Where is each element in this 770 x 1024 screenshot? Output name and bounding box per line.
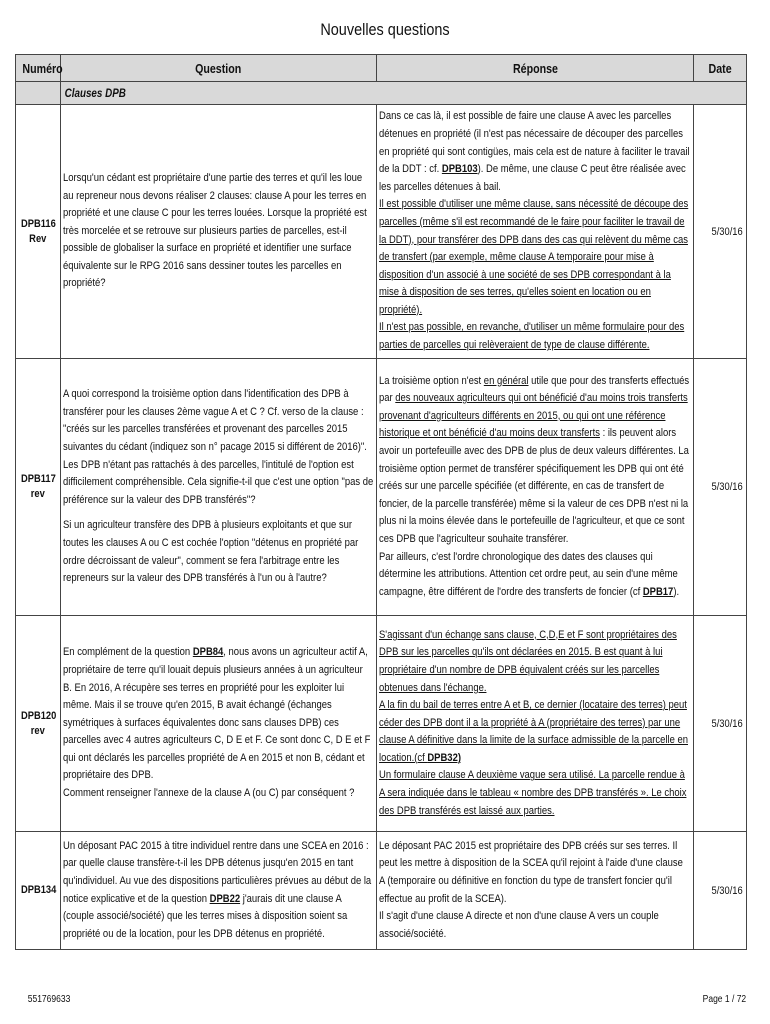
- row-date: 5/30/16: [694, 616, 747, 832]
- table-header-row: [16, 55, 747, 82]
- row-date: 5/30/16: [694, 832, 747, 950]
- ref-link[interactable]: DPB103: [442, 163, 479, 176]
- row-question: Un déposant PAC 2015 à titre individuel rentre dans une SCEA en 2016 : par quelle clause transfère-t-il les DPB détenus jusqu'en 2015 en tant qu'individuel. Au vue des dispositions particulières prévues au début de la notice explicative et de la question DPB22 j'aurais dit une clause A (couple associé/société) que les terres mises à disposition soient sa propriété ou de la location, pour les DPB détenus en propriété.: [60, 832, 377, 950]
- header-question: Question: [60, 55, 377, 82]
- header-date: Date: [694, 55, 747, 82]
- row-question: Lorsqu'un cédant est propriétaire d'une partie des terres et qu'il les loue au repreneur nous devons réaliser 2 clauses: clause A pour les terres en propriété et une clause C pour les terres louées. Lorsque la propriété est très morcelée et se retrouve sur plusieurs parties de parcelles, est-il possible de globaliser la surface en propriété et identifier une surface équivalente sur le RPG 2016 sans dessiner toutes les parcelles en propriété?: [60, 105, 377, 359]
- questions-table: [15, 54, 747, 950]
- row-date: 5/30/16: [694, 359, 747, 616]
- section-label: Clauses DPB: [64, 86, 126, 100]
- section-row: [16, 82, 747, 105]
- row-answer: S'agissant d'un échange sans clause, C,D,E et F sont propriétaires des DPB sur les parcelles qu'ils ont déclarées en 2015. B est quant à lui propriétaire d'un nombre de DPB équivalent créés sur les parcelles obtenues dans l'échange. A la fin du bail de terres entre A et B, ce dernier (locataire des terres) peut céder des DPB dont il a la propriété à A (propriétaire des terres) par une clause A définitive dans la limite de la surface admissible de la parcelle en location.(cf DPB32) Un formulaire clause A deuxième vague sera utilisé. La parcelle rendue à A sera indiquée dans le tableau « nombre des DPB transférés ». Le choix des DPB transférés est laissé aux parties.: [377, 616, 694, 832]
- row-answer: Le déposant PAC 2015 est propriétaire des DPB créés sur ses terres. Il peut les mettre à disposition de la SCEA qu'il rejoint à l'aide d'une clause A (temporaire ou définitive en fonction du type de transfert foncier qu'il effectue au profit de la SCEA). Il s'agit d'une clause A directe et non d'une clause A vers un couple associé/société.: [377, 832, 694, 950]
- header-numero: Numéro: [16, 55, 61, 82]
- row-id: DPB116 Rev: [16, 105, 61, 359]
- page-title: Nouvelles questions: [320, 20, 450, 39]
- row-question: En complément de la question DPB84, nous avons un agriculteur actif A, propriétaire de terre qu'il louait depuis plusieurs années à un agriculteur B. En 2016, A récupère ses terres en propriété pour les exploiter lui même. Mais il se trouve qu'en 2015, B avait échangé (échanges symétriques à surfaces équivalentes donc sans clauses DPB) ces parcelles avec 4 autres agriculteurs C, D E et F. Ce sont donc C, D E et F qui ont déclarés les parcelles propriété de A en 2015 et non B, cédant et propriétaire des DPB. Comment renseigner l'annexe de la clause A (ou C) par conséquent ?: [60, 616, 377, 832]
- table-row: [16, 616, 747, 832]
- header-reponse: Réponse: [377, 55, 694, 82]
- ref-link[interactable]: DPB32): [427, 751, 462, 764]
- row-id: DPB134: [16, 832, 61, 950]
- ref-link[interactable]: DPB22: [209, 892, 240, 905]
- ref-link[interactable]: DPB17: [643, 585, 674, 598]
- row-answer: Dans ce cas là, il est possible de faire une clause A avec les parcelles détenues en propriété (il n'est pas nécessaire de découper des parcelles en propriété qui sont contigües, mais cela est de nature à faciliter le travail de la DDT : cf. DPB103). De même, une clause C peut être réalisée avec les parcelles détenues à bail. Il est possible d'utiliser une même clause, sans nécessité de découpe des parcelles (même s'il est recommandé de le faire pour faciliter le travail de la DDT), pour transférer des DPB dans des cas qui relèvent du même cas de transfert (par exemple, même clause A temporaire pour mise à disposition d'un associé à une société de ses DPB correspondant à la mise à disposition de ses terres, qu'elles soient en location ou en propriété). Il n'est pas possible, en revanche, d'utiliser un même formulaire pour des parties de parcelles qui relèveraient de type de clause différente.: [377, 105, 694, 359]
- table-row: [16, 105, 747, 359]
- row-question: A quoi correspond la troisième option dans l'identification des DPB à transférer pour les clauses 2ème vague A et C ? Cf. verso de la clause : "créés sur les parcelles transférées et provenant des parcelles 2015 suivantes du cédant (indiquez son n° pacage 2015 si différent de 2016)". Les DPB n'étant pas rattachés à des parcelles, l'intitulé de l'option est difficilement compréhensible. Cela signifie-t-il que c'est une option "pas de préférence sur la valeur des DPB transférés"? Si un agriculteur transfère des DPB à plusieurs exploitants et que sur toutes les clauses A ou C est cochée l'option "détenus en propriété par ordre décroissant de valeur", comment se fera l'arbitrage entre les repreneurs sur la valeur des DPB transférés à l'un ou à l'autre?: [60, 359, 377, 616]
- table-row: [16, 359, 747, 616]
- footer-doc-id: 551769633: [27, 994, 71, 1005]
- row-id: DPB120 rev: [16, 616, 61, 832]
- row-answer: La troisième option n'est en général utile que pour des transferts effectués par des nouveaux agriculteurs qui ont bénéficié d'au moins trois transferts provenant d'agriculteurs différents en 2015, ou qui ont une référence historique et ont bénéficié d'au moins deux transferts : ils peuvent alors avoir un portefeuille avec des DPB de plus de deux valeurs différentes. La troisième option permet de transférer spécifiquement les DPB qui ont été créés sur une parcelle spécifiée (et différente, en cas de transfert de foncier, de la parcelle transférée) même si la valeur de ces DPB n'est ni la plus ni la moins élevée dans le portefeuille de l'agriculteur, et que ce sont ces DPB que l'agriculteur souhaite transférer. Par ailleurs, c'est l'ordre chronologique des dates des clauses qui détermine les attributions. Attention cet ordre peut, au sein d'une même campagne, être différent de l'ordre des transferts de foncier (cf DPB17).: [377, 359, 694, 616]
- ref-link[interactable]: DPB84: [192, 646, 223, 659]
- table-row: [16, 832, 747, 950]
- row-date: 5/30/16: [694, 105, 747, 359]
- row-id: DPB117 rev: [16, 359, 61, 616]
- footer-page-number: Page 1 / 72: [702, 994, 746, 1005]
